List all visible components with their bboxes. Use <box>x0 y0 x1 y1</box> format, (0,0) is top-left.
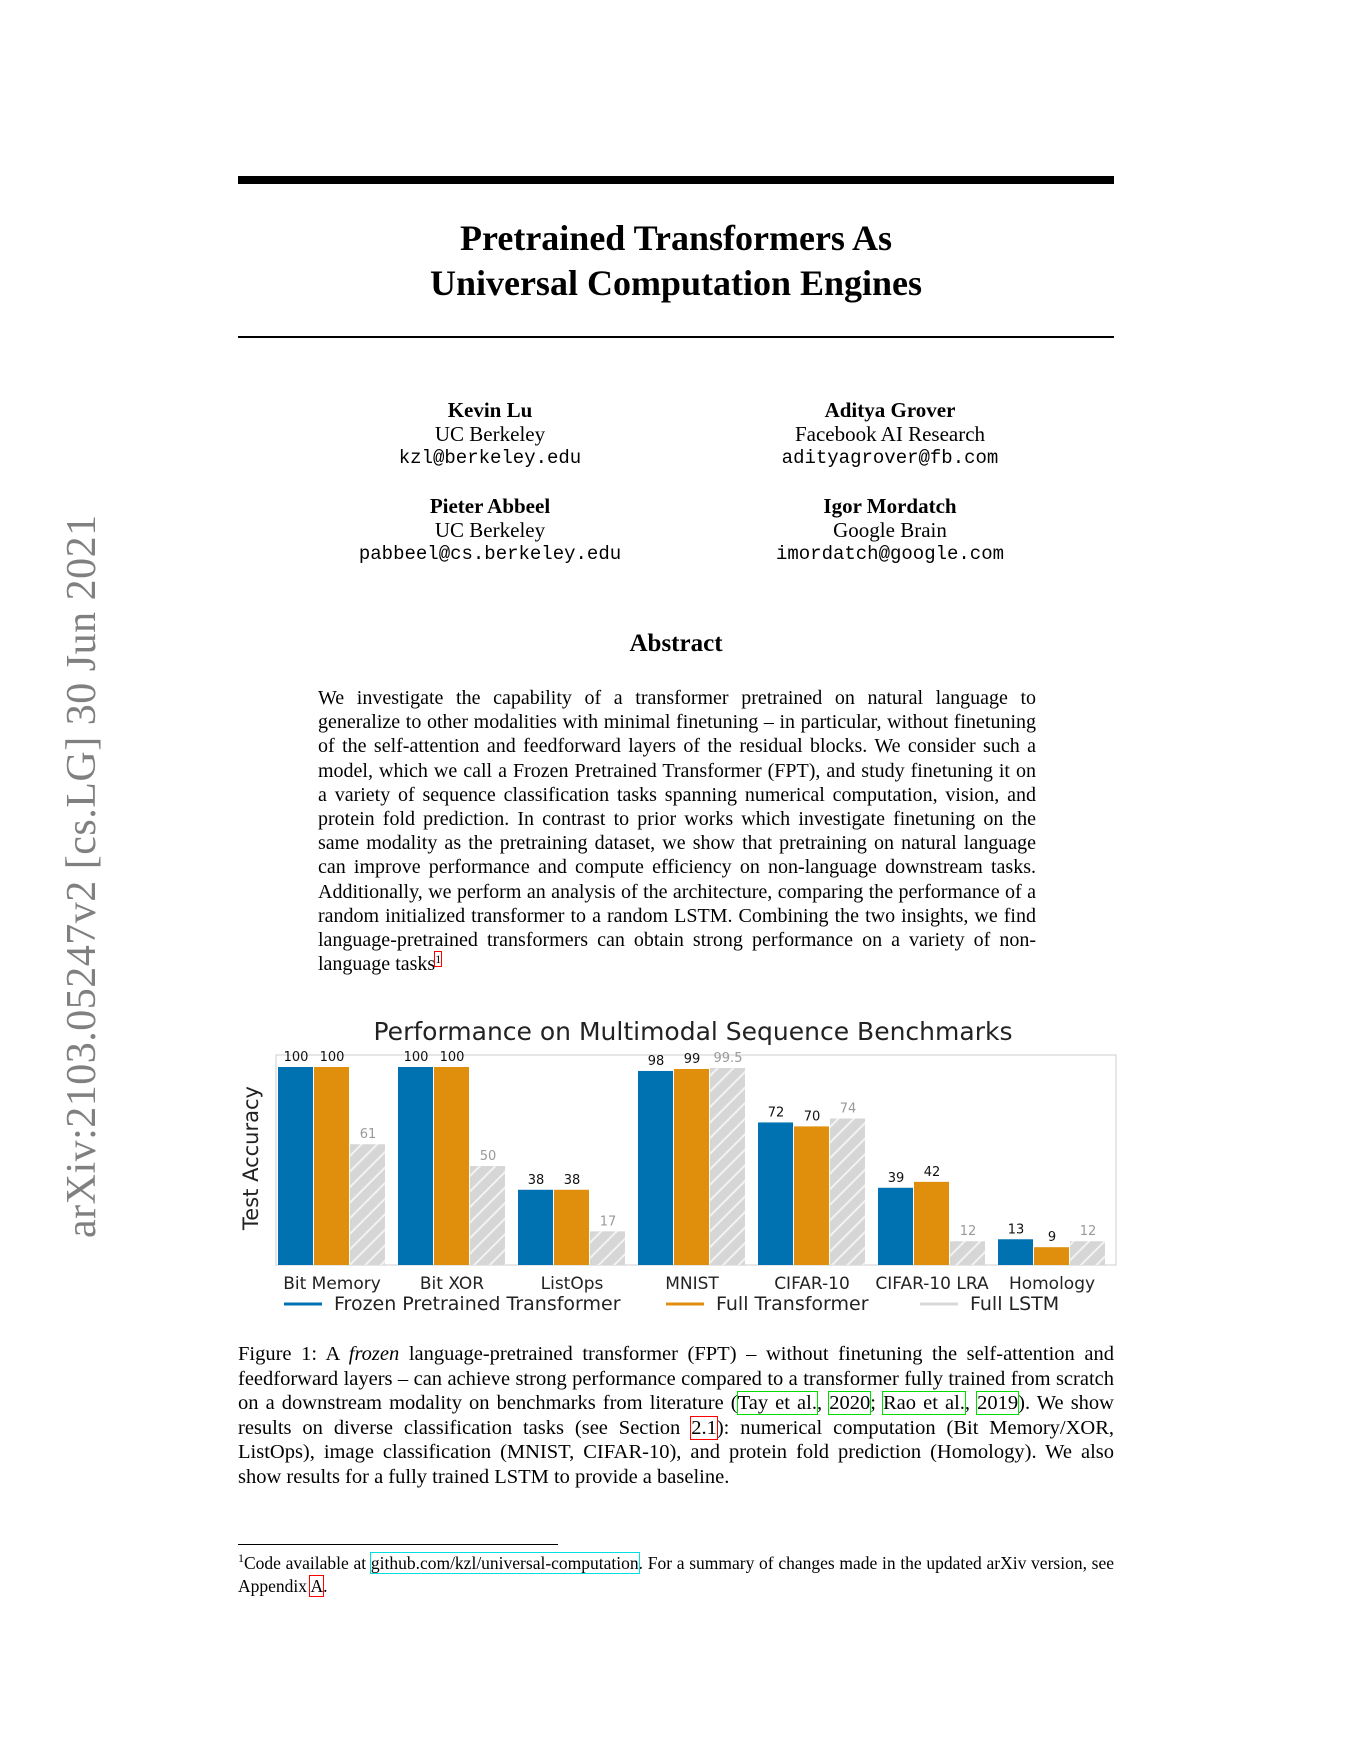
footnote <box>238 1552 1114 1598</box>
paper-title <box>238 216 1114 306</box>
bar-full-lstm <box>950 1241 985 1265</box>
bar-frozen-pretrained-transformer <box>878 1188 913 1265</box>
title-top-rule <box>238 176 1114 184</box>
bar-full-lstm <box>470 1166 505 1265</box>
caption-separator: ; <box>870 1392 883 1414</box>
author-email[interactable]: kzl@berkeley.edu <box>398 447 582 469</box>
x-tick-label: CIFAR-10 LRA <box>875 1274 989 1294</box>
bar-frozen-pretrained-transformer <box>278 1067 313 1265</box>
bar-value-label: 9 <box>1047 1230 1057 1246</box>
author-name: Kevin Lu <box>447 398 533 422</box>
footnote-rule <box>238 1544 558 1545</box>
bar-frozen-pretrained-transformer <box>638 1071 673 1265</box>
x-tick-label: Bit XOR <box>419 1274 485 1294</box>
citation-link[interactable]: 2019 <box>977 1392 1019 1414</box>
bar-full-transformer <box>1034 1247 1069 1265</box>
bar-value-label: 42 <box>923 1164 941 1180</box>
benchmark-chart <box>230 1010 1130 1330</box>
code-url-link[interactable]: github.com/kzl/universal-computation <box>370 1553 639 1573</box>
chart-title: Performance on Multimodal Sequence Benchmarks <box>373 1017 1013 1046</box>
bar-series-group <box>278 1067 1105 1265</box>
bar-full-lstm <box>350 1144 385 1265</box>
legend-label: Full LSTM <box>970 1293 1060 1315</box>
author-affiliation: UC Berkeley <box>434 422 546 446</box>
abstract-text <box>318 686 1036 976</box>
caption-prefix: Figure 1: A <box>238 1343 349 1365</box>
bar-full-lstm <box>710 1068 745 1265</box>
bar-value-label: 98 <box>647 1053 665 1069</box>
bar-full-lstm <box>1070 1241 1105 1265</box>
author-name: Igor Mordatch <box>823 494 957 518</box>
author-affiliation: Facebook AI Research <box>794 422 986 446</box>
bar-value-label: 38 <box>527 1172 545 1188</box>
bar-full-transformer <box>914 1182 949 1265</box>
bar-value-label: 100 <box>319 1050 345 1065</box>
bar-full-transformer <box>674 1069 709 1265</box>
bar-full-transformer <box>314 1067 349 1265</box>
bar-value-label: 50 <box>479 1149 497 1164</box>
abstract-heading: Abstract <box>629 630 723 657</box>
legend-label: Frozen Pretrained Transformer <box>334 1293 621 1315</box>
footnote-text: Code available at <box>244 1553 371 1573</box>
arxiv-identifier: arXiv:2103.05247v2 [cs.LG] 30 Jun 2021 <box>59 514 105 1238</box>
author-email[interactable]: adityagrover@fb.com <box>781 447 999 469</box>
bar-frozen-pretrained-transformer <box>518 1190 553 1265</box>
bar-value-label: 70 <box>803 1109 821 1125</box>
x-tick-label: Homology <box>1008 1274 1096 1294</box>
bar-value-label: 100 <box>439 1050 465 1065</box>
bar-full-transformer <box>434 1067 469 1265</box>
x-tick-label: ListOps <box>540 1274 604 1294</box>
bar-value-label: 74 <box>839 1101 857 1117</box>
author-block <box>700 398 1080 470</box>
caption-text: language-pretrained transformer (FPT) – without finetuning the self-attention and feedforward layers – can achieve strong performance compared to a transformer fully trained from scratch on a downstream modality on benchmarks from literature ( <box>238 1343 1114 1414</box>
abstract-body-text: We investigate the capability of a transformer pretrained on natural language to generalize to other modalities with minimal finetuning – in particular, without finetuning of the self-attention and feedforward layers of the residual blocks. We consider such a model, which we call a Frozen Pretrained Transformer (FPT), and study finetuning it on a variety of sequence classification tasks spanning numerical computation, vision, and protein fold prediction. In contrast to prior works which investigate finetuning on the same modality as the pretraining dataset, we show that pretraining on natural language can improve performance and compute efficiency on non-language downstream tasks. Additionally, we perform an analysis of the architecture, comparing the performance of a random initialized transformer to a random LSTM. Combining the two insights, we find language-pretrained transformers can obtain strong performance on a variety of non-language tasks <box>318 687 1036 976</box>
bar-frozen-pretrained-transformer <box>998 1239 1033 1265</box>
figure-caption <box>238 1342 1114 1489</box>
author-affiliation: UC Berkeley <box>434 518 546 542</box>
bar-full-lstm <box>590 1231 625 1265</box>
caption-emphasis: frozen <box>348 1343 400 1365</box>
bar-full-transformer <box>794 1126 829 1265</box>
x-tick-label: Bit Memory <box>283 1274 381 1294</box>
bar-value-label: 100 <box>283 1050 309 1065</box>
bar-value-label: 72 <box>767 1105 785 1121</box>
footnote-text: . <box>323 1576 328 1596</box>
x-tick-label: MNIST <box>665 1274 719 1294</box>
citation-link[interactable]: Rao et al. <box>882 1392 965 1414</box>
author-block <box>300 398 680 470</box>
y-axis-label: Test Accuracy <box>239 1086 263 1230</box>
bar-value-label: 100 <box>403 1050 429 1065</box>
bar-value-label: 12 <box>1079 1224 1097 1240</box>
author-email[interactable]: imordatch@google.com <box>775 543 1005 565</box>
appendix-ref-link[interactable]: A <box>310 1576 324 1596</box>
footnote-marker-link[interactable]: 1 <box>435 951 442 966</box>
bar-value-label: 13 <box>1007 1222 1025 1238</box>
bar-frozen-pretrained-transformer <box>398 1067 433 1265</box>
bar-value-label: 99.5 <box>713 1050 743 1066</box>
bar-value-label: 17 <box>599 1214 617 1230</box>
x-tick-labels <box>283 1274 1095 1294</box>
title-line-2: Universal Computation Engines <box>429 263 923 303</box>
author-name: Aditya Grover <box>824 398 956 422</box>
author-block <box>300 494 680 566</box>
title-bottom-rule <box>238 336 1114 338</box>
bar-value-label: 39 <box>887 1170 905 1186</box>
author-email[interactable]: pabbeel@cs.berkeley.edu <box>358 543 622 565</box>
author-block <box>700 494 1080 566</box>
caption-separator: , <box>816 1392 830 1414</box>
x-tick-label: CIFAR-10 <box>774 1274 850 1294</box>
footnote-mark: 1 <box>238 1551 244 1566</box>
author-affiliation: Google Brain <box>833 518 947 542</box>
bar-value-label: 99 <box>683 1051 701 1067</box>
bar-value-label: 38 <box>563 1172 581 1188</box>
caption-separator: , <box>964 1392 978 1414</box>
footnote-text: . For a summary of changes made in the updated arXiv version, see Appendix <box>238 1553 1114 1596</box>
bar-frozen-pretrained-transformer <box>758 1122 793 1265</box>
legend-label: Full Transformer <box>716 1293 869 1315</box>
section-ref-link[interactable]: 2.1 <box>691 1416 717 1439</box>
bar-value-label: 61 <box>359 1127 377 1143</box>
citation-link[interactable]: 2020 <box>829 1392 871 1414</box>
bar-full-lstm <box>830 1118 865 1265</box>
bar-full-transformer <box>554 1190 589 1265</box>
title-line-1: Pretrained Transformers As <box>460 218 892 258</box>
chart-legend <box>284 1293 1059 1315</box>
author-name: Pieter Abbeel <box>429 494 551 518</box>
caption-text: ): numerical computation (Bit Memory/XOR, ListOps), image classification (MNIST, CIFAR-10), and protein fold prediction (Homology). We also show results for a fully trained LSTM to provide a baseline. <box>238 1416 1114 1488</box>
citation-link[interactable]: Tay et al. <box>737 1392 817 1414</box>
bar-value-label: 12 <box>959 1224 977 1240</box>
caption-text: ). We show results on diverse classification tasks (see Section <box>238 1392 1114 1439</box>
